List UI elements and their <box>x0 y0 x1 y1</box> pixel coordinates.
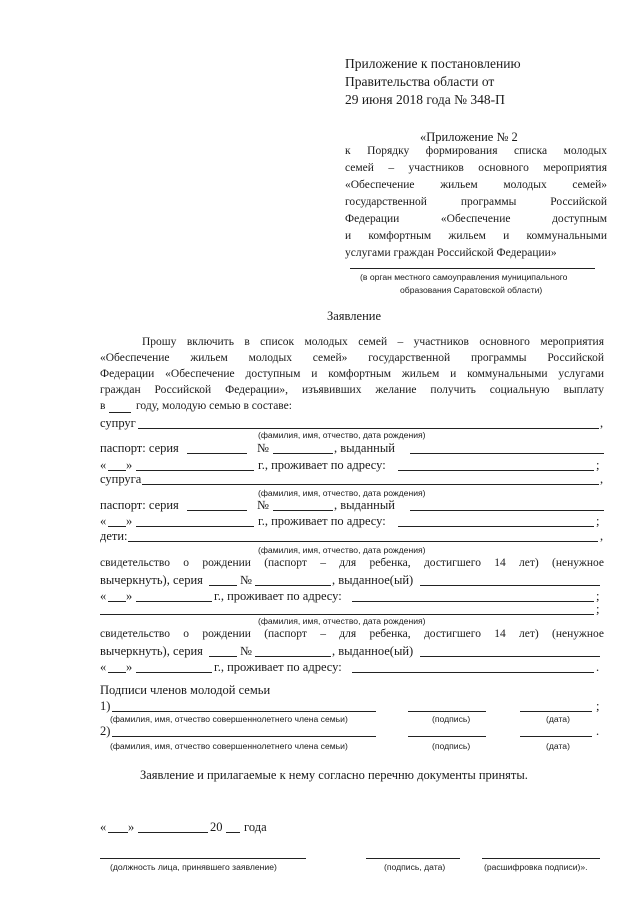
appendix-line: семей – участников основного мероприятия <box>345 162 607 174</box>
intro-line: Федерации «Обеспечение доступным и комфортным жильем и коммунальными услугами <box>100 368 604 380</box>
member-number-2: 2) <box>100 724 111 738</box>
series-blank <box>209 656 237 657</box>
day-blank <box>108 832 128 833</box>
intro-line: граждан Российской Федерации», изъявивших желание получить социальную выплату <box>100 384 604 396</box>
intro-line: Прошу включить в список молодых семей – участников основного мероприятия <box>142 336 604 348</box>
period: . <box>596 724 600 738</box>
appendix-line: «Обеспечение жильем молодых семей» <box>345 179 607 191</box>
fio-caption: (фамилия, имя, отчество, дата рождения) <box>258 488 426 498</box>
period: . <box>596 660 600 674</box>
page-title: Заявление <box>327 309 382 323</box>
sign-caption: (подпись) <box>432 741 471 751</box>
comma: , <box>600 416 604 430</box>
address-blank <box>352 601 594 602</box>
quote-open: « <box>100 589 107 603</box>
member-1-line <box>112 711 376 712</box>
address-label: г., проживает по адресу: <box>214 589 342 603</box>
number-sign: № <box>257 498 269 512</box>
quote-open: « <box>100 660 107 674</box>
cert-line-1: свидетельство о рождении (паспорт – для ребенка, достигшего 14 лет) (ненужное <box>100 628 604 640</box>
number-sign: № <box>240 644 252 658</box>
issued-label: , выданное(ый) <box>332 644 414 658</box>
fio-caption: (фамилия, имя, отчество, дата рождения) <box>258 616 426 626</box>
address-label: г., проживает по адресу: <box>258 458 386 472</box>
series-blank <box>187 510 247 511</box>
address-blank <box>398 470 594 471</box>
appendix-line: государственной программы Российской <box>345 196 607 208</box>
day-blank <box>108 526 126 527</box>
header-line-1: Приложение к постановлению <box>345 56 521 71</box>
month-year-blank <box>136 672 212 673</box>
issued-label: , выданный <box>334 441 395 455</box>
husband-fio-line <box>138 428 599 429</box>
passport-series-label: паспорт: серия <box>100 498 179 512</box>
comma: , <box>600 472 604 486</box>
quote-close: » <box>128 820 135 834</box>
month-year-blank <box>136 601 212 602</box>
month-blank <box>138 832 208 833</box>
comma: , <box>600 529 604 543</box>
address-blank <box>352 672 594 673</box>
semicolon: ; <box>596 514 600 528</box>
fio-caption: (фамилия, имя, отчество, дата рождения) <box>258 430 426 440</box>
sign-date-caption: (подпись, дата) <box>384 862 446 872</box>
year-prefix: 20 <box>210 820 223 834</box>
issued-label: , выданное(ый) <box>332 573 414 587</box>
member-number-1: 1) <box>100 699 111 713</box>
position-line <box>100 858 306 859</box>
cert-series-label: вычеркнуть), серия <box>100 644 203 658</box>
quote-close: » <box>126 458 133 472</box>
quote-open: « <box>100 820 107 834</box>
sign-caption: (подпись) <box>432 714 471 724</box>
series-blank <box>187 453 247 454</box>
appendix-line: Федерации «Обеспечение доступным <box>345 213 607 225</box>
series-blank <box>209 585 237 586</box>
number-blank <box>273 510 333 511</box>
semicolon: ; <box>596 589 600 603</box>
number-sign: № <box>240 573 252 587</box>
intro-line: «Обеспечение жильем молодых семей» государственной программы Российской <box>100 352 604 364</box>
member-1-date-line <box>520 711 592 712</box>
children-label: дети: <box>100 529 128 543</box>
number-sign: № <box>257 441 269 455</box>
month-year-blank <box>136 470 254 471</box>
date-caption: (дата) <box>546 714 570 724</box>
cert-series-label: вычеркнуть), серия <box>100 573 203 587</box>
header-line-2: Правительства области от <box>345 74 495 89</box>
address-label: г., проживает по адресу: <box>258 514 386 528</box>
address-blank <box>398 526 594 527</box>
year-suffix: года <box>244 820 267 834</box>
day-blank <box>108 601 126 602</box>
member-caption: (фамилия, имя, отчество совершеннолетнего члена семьи) <box>110 741 348 751</box>
issued-blank <box>420 585 600 586</box>
recipient-caption-2: образования Саратовской области) <box>400 285 543 295</box>
quote-open: « <box>100 514 107 528</box>
passport-series-label: паспорт: серия <box>100 441 179 455</box>
quote-open: « <box>100 458 107 472</box>
number-blank <box>255 585 331 586</box>
member-2-date-line <box>520 736 592 737</box>
decode-line <box>482 858 600 859</box>
intro-year-suffix: году, молодую семью в составе: <box>136 400 292 412</box>
semicolon: ; <box>596 699 600 713</box>
husband-label: супруг <box>100 416 136 430</box>
issued-label: , выданный <box>334 498 395 512</box>
appendix-line: услугами граждан Российской Федерации» <box>345 247 557 259</box>
number-blank <box>273 453 333 454</box>
number-blank <box>255 656 331 657</box>
header-line-3: 29 июня 2018 года № 348-П <box>345 92 505 107</box>
date-caption: (дата) <box>546 741 570 751</box>
quote-close: » <box>126 589 133 603</box>
day-blank <box>108 672 126 673</box>
wife-label: супруга <box>100 472 142 486</box>
recipient-caption-1: (в орган местного самоуправления муниципального <box>360 272 568 282</box>
cert-line-1: свидетельство о рождении (паспорт – для ребенка, достигшего 14 лет) (ненужное <box>100 557 604 569</box>
wife-fio-line <box>142 484 599 485</box>
appendix-line: и комфортным жильем и коммунальными <box>345 230 607 242</box>
semicolon: ; <box>596 458 600 472</box>
quote-close: » <box>126 660 133 674</box>
children-line <box>128 541 598 542</box>
address-continuation-blank <box>100 614 594 615</box>
semicolon: ; <box>596 602 600 616</box>
sign-date-line <box>366 858 460 859</box>
signatures-title: Подписи членов молодой семьи <box>100 683 271 697</box>
intro-year-prefix: в <box>100 400 106 412</box>
member-2-sign-line <box>408 736 486 737</box>
member-caption: (фамилия, имя, отчество совершеннолетнего члена семьи) <box>110 714 348 724</box>
day-blank <box>108 470 126 471</box>
year-blank <box>226 832 240 833</box>
fio-caption: (фамилия, имя, отчество, дата рождения) <box>258 545 426 555</box>
decode-caption: (расшифровка подписи)». <box>484 862 588 872</box>
address-label: г., проживает по адресу: <box>214 660 342 674</box>
issued-blank <box>410 453 604 454</box>
issued-blank <box>410 510 604 511</box>
year-blank <box>109 412 131 413</box>
acceptance-text: Заявление и прилагаемые к нему согласно перечню документы приняты. <box>140 768 528 782</box>
quote-close: » <box>126 514 133 528</box>
recipient-line <box>350 268 595 269</box>
member-1-sign-line <box>408 711 486 712</box>
issued-blank <box>420 656 600 657</box>
appendix-title: «Приложение № 2 <box>420 130 518 144</box>
position-caption: (должность лица, принявшего заявление) <box>110 862 277 872</box>
member-2-line <box>112 736 376 737</box>
appendix-line: к Порядку формирования списка молодых <box>345 145 607 157</box>
month-year-blank <box>136 526 254 527</box>
